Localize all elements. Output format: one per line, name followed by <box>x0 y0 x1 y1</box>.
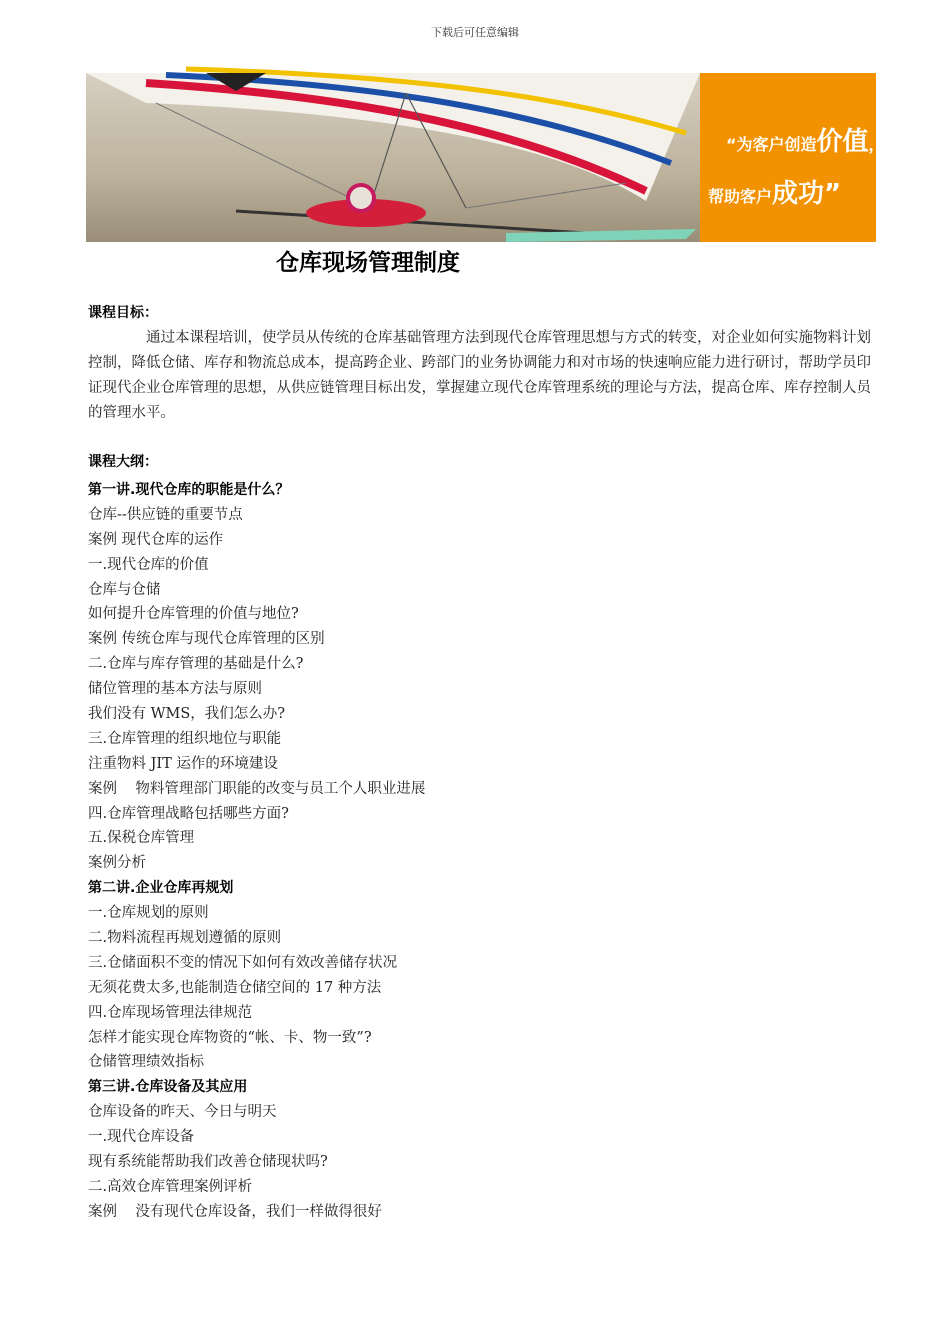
outline-item: 案例 没有现代仓库设备，我们一样做得很好 <box>88 1203 382 1220</box>
outline-item: 我们没有 WMS，我们怎么办? <box>88 706 286 723</box>
outline-item: 二.高效仓库管理案例评析 <box>88 1178 253 1195</box>
lecture-heading: 第三讲.仓库设备及其应用 <box>88 1079 248 1096</box>
outline-item: 三.仓储面积不变的情况下如何有效改善储存状况 <box>88 954 398 971</box>
outline-item: 如何提升仓库管理的价值与地位? <box>88 606 299 623</box>
objective-label: 课程目标： <box>88 305 158 321</box>
outline-label: 课程大纲： <box>88 454 158 470</box>
lecture-heading: 第二讲.企业仓库再规划 <box>88 880 234 897</box>
outline-item: 仓库与仓储 <box>88 581 161 598</box>
slogan-panel <box>700 73 885 242</box>
slogan-line-1: “为客户创造价值， <box>726 127 885 157</box>
outline-item: 一.现代仓库设备 <box>88 1129 195 1146</box>
outline-list <box>88 478 888 1225</box>
outline-item: 五.保税仓库管理 <box>88 830 195 847</box>
outline-item: 无须花费太多,也能制造仓储空间的 17 种方法 <box>88 979 382 996</box>
banner <box>86 73 885 242</box>
lecture-heading: 第一讲.现代仓库的职能是什么？ <box>88 482 290 498</box>
outline-item: 案例分析 <box>88 855 146 872</box>
outline-item: 二.仓库与库存管理的基础是什么? <box>88 656 304 673</box>
outline-item: 一.现代仓库的价值 <box>88 556 209 573</box>
outline-item: 二.物料流程再规划遵循的原则 <box>88 930 282 947</box>
outline-item: 怎样才能实现仓库物资的“帐、卡、物一致”? <box>88 1029 372 1046</box>
outline-item: 现有系统能帮助我们改善仓储现状吗? <box>88 1154 328 1171</box>
outline-item: 仓库设备的昨天、今日与明天 <box>88 1104 277 1121</box>
outline-item: 三.仓库管理的组织地位与职能 <box>88 730 282 747</box>
outline-item: 四.仓库现场管理法律规范 <box>88 1004 253 1021</box>
hang-glider-photo <box>86 73 700 242</box>
outline-item: 四.仓库管理战略包括哪些方面? <box>88 805 289 822</box>
outline-item: 仓库--供应链的重要节点 <box>88 506 243 523</box>
outline-item: 一.仓库规划的原则 <box>88 905 209 922</box>
slogan-line-2: 帮助客户成功” <box>708 179 842 209</box>
header-note: 下载后可任意编辑 <box>431 26 519 39</box>
outline-item: 案例 传统仓库与现代仓库管理的区别 <box>88 631 325 648</box>
outline-item: 案例 现代仓库的运作 <box>88 531 224 548</box>
document-title: 仓库现场管理制度 <box>276 250 460 276</box>
outline-item: 仓储管理绩效指标 <box>88 1054 204 1071</box>
outline-item: 储位管理的基本方法与原则 <box>88 681 262 698</box>
outline-item: 案例 物料管理部门职能的改变与员工个人职业进展 <box>88 780 426 797</box>
outline-item: 注重物料 JIT 运作的环境建设 <box>88 755 278 772</box>
objective-text: 通过本课程培训，使学员从传统的仓库基础管理方法到现代仓库管理思想与方式的转变，对企业如何实施物料计划控制，降低仓储、库存和物流总成本，提高跨企业、跨部门的业务协调能力和对市场的快速响应能力进行研讨，帮助学员印证现代企业仓库管理的思想，从供应链管理目标出发，掌握建立现代仓库管理系统的理论与方法，提高仓库、库存控制人员的管理水平。 <box>88 330 871 421</box>
